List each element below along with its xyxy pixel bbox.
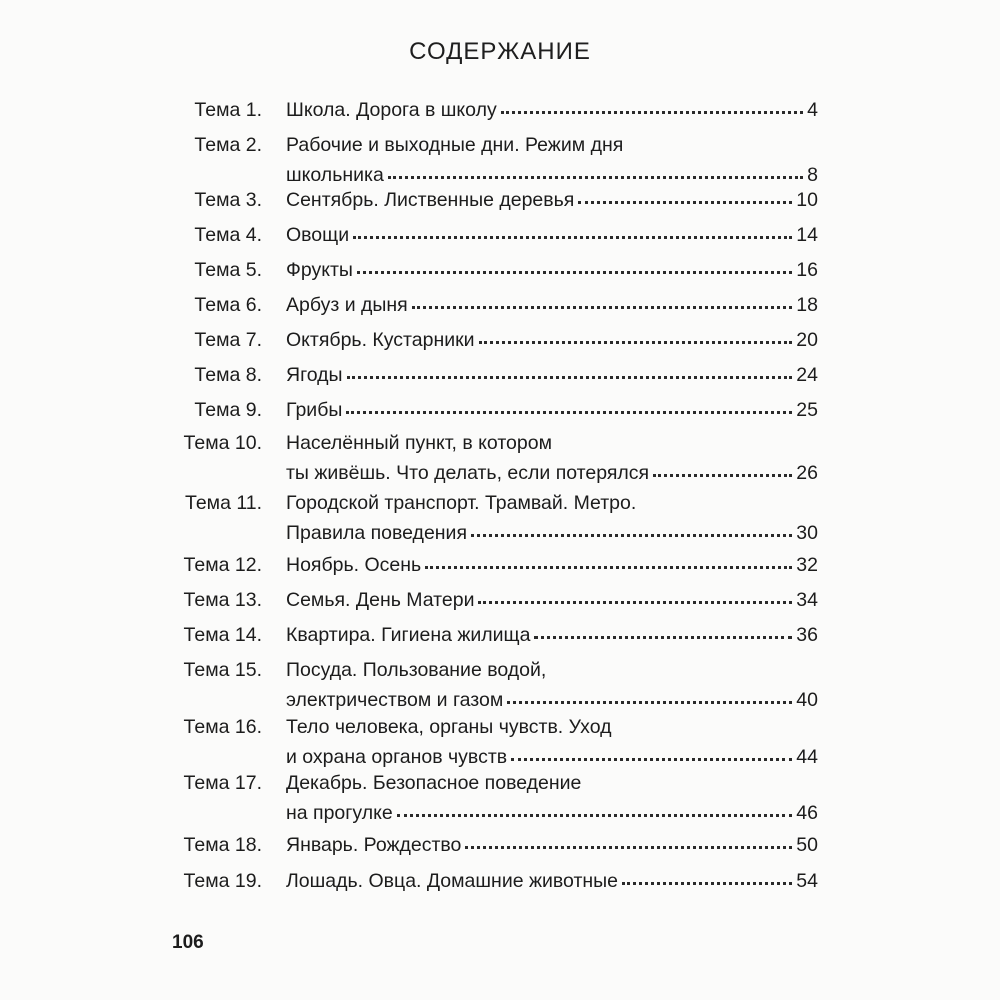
toc-entry-line: [286, 185, 818, 215]
toc-entry: [178, 830, 818, 860]
dot-leader: [397, 810, 793, 817]
dot-leader: [412, 302, 793, 309]
toc-entry-page: 25: [796, 399, 818, 421]
toc-entry-page: 18: [796, 294, 818, 316]
toc-entry-page: 10: [796, 189, 818, 211]
toc-entry: [178, 325, 818, 355]
toc-entry-label: Тема 5.: [194, 259, 262, 281]
toc-entry-label: Тема 8.: [194, 364, 262, 386]
toc-entry-label: Тема 13.: [183, 589, 262, 611]
toc-entry-label: Тема 2.: [194, 134, 262, 156]
toc-entry-line: [286, 768, 818, 798]
dot-leader: [578, 197, 792, 204]
toc-entry-label: Тема 11.: [185, 492, 262, 514]
dot-leader: [653, 470, 792, 477]
dot-leader: [353, 232, 792, 239]
toc-entry-line: [286, 518, 818, 548]
toc-entry-content: [286, 585, 818, 615]
toc-entry-label: Тема 3.: [194, 189, 262, 211]
toc-entry-label: Тема 6.: [194, 294, 262, 316]
toc-entry-content: [286, 255, 818, 285]
toc-entry-line: [286, 458, 818, 488]
dot-leader: [534, 632, 792, 639]
dot-leader: [425, 562, 792, 569]
toc-entry-line: [286, 290, 818, 320]
toc-entry: [178, 550, 818, 580]
toc-entry-title: Фрукты: [286, 259, 353, 281]
toc-entry-title: Октябрь. Кустарники: [286, 329, 475, 351]
toc-entry: [178, 290, 818, 320]
toc-entry: [178, 620, 818, 650]
toc-entry-label: Тема 14.: [183, 624, 262, 646]
toc-entry-label: Тема 9.: [194, 399, 262, 421]
toc-entry-title: Рабочие и выходные дни. Режим дня: [286, 134, 624, 156]
toc-entry-page: 14: [796, 224, 818, 246]
toc-entry-title: Семья. День Матери: [286, 589, 475, 611]
toc-entry-title: Школа. Дорога в школу: [286, 99, 497, 121]
toc-entry-label: Тема 12.: [183, 554, 262, 576]
toc-entry-line: [286, 585, 818, 615]
toc-entry-label: Тема 7.: [194, 329, 262, 351]
toc-entry-line: [286, 130, 818, 160]
toc-entry-title: школьника: [286, 164, 384, 186]
toc-entry: [178, 220, 818, 250]
dot-leader: [511, 754, 792, 761]
toc-entry: [178, 768, 818, 828]
toc-entry-line: [286, 550, 818, 580]
toc-entry-content: [286, 395, 818, 425]
toc-entry-line: [286, 95, 818, 125]
toc-entry-line: [286, 255, 818, 285]
toc-entry-content: [286, 130, 818, 190]
toc-entry-page: 40: [796, 689, 818, 711]
toc-entry-line: [286, 220, 818, 250]
toc-entry-page: 26: [796, 462, 818, 484]
toc-entry-label: Тема 15.: [183, 659, 262, 681]
toc-entry-label: Тема 10.: [183, 432, 262, 454]
toc-entry-line: [286, 620, 818, 650]
toc-entry-content: [286, 428, 818, 488]
toc-entry-page: 44: [796, 746, 818, 768]
toc-entry: [178, 428, 818, 488]
page-number: 106: [172, 932, 204, 953]
toc-entry-title: Тело человека, органы чувств. Уход: [286, 716, 612, 738]
toc-entry-title: Декабрь. Безопасное поведение: [286, 772, 582, 794]
toc-entry-line: [286, 428, 818, 458]
toc-entry-line: [286, 325, 818, 355]
toc-entry-title: и охрана органов чувств: [286, 746, 508, 768]
toc-entry-title: на прогулке: [286, 802, 393, 824]
toc-entry-title: электричеством и газом: [286, 689, 504, 711]
dot-leader: [346, 407, 792, 414]
toc-entry: [178, 585, 818, 615]
toc-entry-line: [286, 395, 818, 425]
dot-leader: [465, 842, 792, 849]
toc-entry-title: Посуда. Пользование водой,: [286, 659, 547, 681]
toc-entry-label: Тема 16.: [183, 716, 262, 738]
toc-entry-label: Тема 17.: [183, 772, 262, 794]
toc-entry-title: Сентябрь. Лиственные деревья: [286, 189, 575, 211]
toc-entry-title: Ягоды: [286, 364, 343, 386]
toc-entry-page: 46: [796, 802, 818, 824]
toc-entry-line: [286, 866, 818, 896]
toc-entry-content: [286, 220, 818, 250]
toc-entry: [178, 360, 818, 390]
dot-leader: [507, 697, 792, 704]
toc-entry-title: Лошадь. Овца. Домашние животные: [286, 870, 619, 892]
toc-entry-page: 24: [796, 364, 818, 386]
dot-leader: [622, 878, 792, 885]
toc-entry-content: [286, 550, 818, 580]
toc-entry-line: [286, 655, 818, 685]
toc-entry: [178, 395, 818, 425]
toc-entry: [178, 866, 818, 896]
toc-entry-content: [286, 620, 818, 650]
toc-entry-page: 16: [796, 259, 818, 281]
toc-entry-page: 36: [796, 624, 818, 646]
toc-entry-content: [286, 360, 818, 390]
toc-entry-title: Населённый пункт, в котором: [286, 432, 552, 454]
toc-entry-title: Арбуз и дыня: [286, 294, 408, 316]
toc-entry-line: [286, 685, 818, 715]
toc-entry-page: 8: [807, 164, 818, 186]
dot-leader: [357, 267, 792, 274]
toc-entry-title: Январь. Рождество: [286, 834, 462, 856]
dot-leader: [388, 172, 803, 179]
toc-entry-content: [286, 488, 818, 548]
toc-entry-label: Тема 1.: [194, 99, 262, 121]
toc-entry-label: Тема 18.: [183, 834, 262, 856]
toc-entry: [178, 712, 818, 772]
toc-entry: [178, 95, 818, 125]
toc-entry-content: [286, 866, 818, 896]
toc-entry-title: Правила поведения: [286, 522, 468, 544]
toc-entry-content: [286, 830, 818, 860]
toc-entry-content: [286, 655, 818, 715]
toc-entry-line: [286, 360, 818, 390]
toc-entry: [178, 255, 818, 285]
toc-entry-title: Ноябрь. Осень: [286, 554, 422, 576]
toc-entry: [178, 130, 818, 190]
toc-entry-line: [286, 712, 818, 742]
toc-entry: [178, 655, 818, 715]
toc-entry-page: 30: [796, 522, 818, 544]
toc-entry-label: Тема 4.: [194, 224, 262, 246]
toc-entry-content: [286, 290, 818, 320]
dot-leader: [478, 597, 792, 604]
toc-entry-content: [286, 185, 818, 215]
toc-entry-page: 4: [807, 99, 818, 121]
dot-leader: [479, 337, 793, 344]
toc-entry-page: 54: [796, 870, 818, 892]
toc-entry-title: Овощи: [286, 224, 350, 246]
toc-entry-title: ты живёшь. Что делать, если потерялся: [286, 462, 650, 484]
toc-entry-page: 34: [796, 589, 818, 611]
toc-entry-content: [286, 325, 818, 355]
toc-entry-title: Квартира. Гигиена жилища: [286, 624, 531, 646]
page-title: СОДЕРЖАНИЕ: [409, 38, 591, 65]
toc-entry-page: 50: [796, 834, 818, 856]
toc-entry: [178, 488, 818, 548]
toc-entry-page: 20: [796, 329, 818, 351]
toc-entry-content: [286, 95, 818, 125]
dot-leader: [501, 107, 803, 114]
toc-entry: [178, 185, 818, 215]
toc-entry-title: Грибы: [286, 399, 343, 421]
toc-entry-line: [286, 798, 818, 828]
toc-entry-title: Городской транспорт. Трамвай. Метро.: [286, 492, 637, 514]
dot-leader: [471, 530, 792, 537]
toc-entry-label: Тема 19.: [183, 870, 262, 892]
toc-entry-line: [286, 488, 818, 518]
toc-entry-page: 32: [796, 554, 818, 576]
dot-leader: [347, 372, 793, 379]
toc-entry-line: [286, 830, 818, 860]
toc-entry-content: [286, 768, 818, 828]
toc-entry-content: [286, 712, 818, 772]
